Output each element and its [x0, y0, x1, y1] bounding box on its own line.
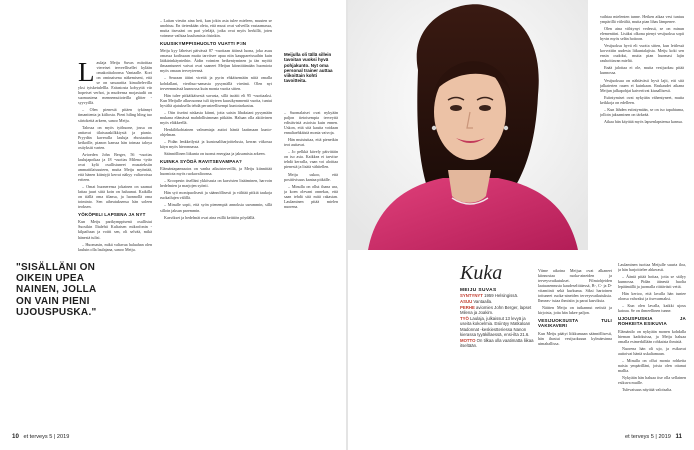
paragraph: Laulaminen tuottaa Meijulle suurta iloa, ja hän harjoittelee ahkerasti.	[618, 262, 686, 273]
left-column-3	[284, 110, 338, 436]
footer-left	[12, 433, 69, 440]
paragraph: – Omat huonerensa jokainen on saamat lattaa juuri siitä koin on haluunut. Kaikilla on tiällä oma tilansa, ja luonnollä oma toiminto. Sen aiheutuksensa hän soleen teoksen.	[78, 184, 152, 210]
paragraph: Hän kertoo, että lavalla hän tuntee olonsa vahvaksi ja itsevarmaksi.	[618, 291, 686, 302]
paragraph: – Suomalaiset ovat nykyään paljon tietoisempia terveyttä edistävistä asioista kuin ennen. Uskon, että sitä kautta voidaan ennaltaehkäistä monia vaivoja.	[284, 110, 338, 136]
paragraph: Olen aina viihtynyt vedessä, se on minun elementtini. Lisäksi olkona pienyt vesijuoksu sopii hyvin myös selän hoitoon.	[600, 26, 684, 42]
paragraph: Meiju kyy läheiset päivässä 87 -vuotiaan äitinsä luona, joka asuu omassa kodissaan mutta tarvitsee apua niin kauppareissuihin kuin lääkärinkäynteihin. Äidin voimien heikentyminen ja iän myötä ilmaantuneet vaivat ovat saaneet Meijun kiinnittämään huomiota myös omaan terveyteensä.	[160, 48, 272, 74]
paragraph: – Olen pienestä pitäen tykännyt timanttenta ja kiiltosta. Pieni hiling hling tuo siirtokettä arkeen, sanoo Meiju.	[78, 107, 152, 123]
bio-value: aviomies John Berger, lapset Milena ja Joakim.	[460, 304, 532, 316]
paragraph: vaihtaa mielenten tunne. Hetken aikaa vesi tuntuu ympärillä viileältä, mutta pian lihas lämpenee.	[600, 14, 684, 25]
paragraph: Kun Meiju parikymppisenä osallistui Suosikin Iltalehti Kultaisen mikrofonin -kilpailuun ja voitti sen, oli selvää, mikä hänestä tulisi.	[78, 219, 152, 240]
paragraph: Elämäntapamuutos on vanha aikuisterveillä, ja Meiju kiinnittää huomiota myös ruokavalioonsa.	[160, 166, 272, 177]
paragraph: Hän muistuttaa, että pienetkin teot auttavat.	[284, 137, 338, 148]
right-column-2	[600, 14, 684, 260]
paragraph: Nykyään hän haluaa itse olla sellainen esikuva muille.	[618, 374, 686, 385]
pull-quote-line: UJOUSPUSKA."	[16, 306, 97, 318]
paragraph: – Minulle sopii, että syön pienempiä annoksia useammin, sillä silloin jaksan paremmin.	[160, 202, 272, 213]
paragraph: Kasvikset ja hedelmät ovat aina esillä keittiön pöydällä.	[164, 214, 256, 220]
bio-name: MEIJU SUVAS	[460, 288, 497, 293]
bio-value: Laulaja, julkaissut 13 levyä ja useita kokoelmia. Esiintyy Matkaloan Madonnat -keskiestteriessa Nanon kierassa tyyäkillaessä, ensi-ilta 21.6.	[460, 315, 531, 337]
bio-row	[460, 305, 534, 316]
paragraph: – Huomasin, mikä valtavaa haluahan olen lauluin olla laulajana, sanoo Meiju.	[78, 241, 152, 252]
paragraph: – Kroopesin itselläni ykkösasia on kasvisten lisääminen, harvoin hedelmien ja marjojen syönti.	[160, 178, 272, 189]
bio-key: SYNTYNYT	[460, 293, 483, 299]
paragraph: Avioeden John Berger, 56 -vuotias laulujapoikaa ja 18 -vuotias Milena -tytär ovat kylä osallistuneet musaieksiin ammattilaisuuteen, mutta Meiju myöntää, että hänen kiäntyjä kerrat näkyy valtavoissa eriteen.	[78, 151, 152, 183]
paragraph: – Pidän lenkkeilystä ja kuntosaliharjoittelusta, kerran viikossa käyn myös hieronnassa.	[160, 138, 272, 150]
paragraph: Kun Meiju päätyi liikkumaan säännöllisesti, hän ihastui vesijuoksuun kylmäesinna uimahallissa.	[538, 330, 612, 346]
magazine-issue: et terveys 5 | 2019	[624, 434, 671, 440]
pull-quote	[16, 262, 108, 318]
paragraph: – Laitan viestin aina heti, kun jokin asia tulee mieleen, muuten se unohtuu. En tietenkään oleta, että muut ovat valveilla vastaamassa, mutta itsessäni on pari yöeläjä, jotka ovat myös herkillä, joten voimme vaihtaa kuulumisia öisinkin.	[160, 18, 272, 39]
bio-key: TYÖ	[460, 315, 469, 321]
subheading: KUUSIKYMPPISHUOLTO VUATTI P:IN	[160, 41, 247, 47]
paragraph: – Ääntä pitää hoitaa, jotta se säilyy kunnossa. Pidän äänestä huolta lepäämällä ja juomalla riittävästi vettä.	[618, 274, 686, 290]
bio-row	[460, 293, 534, 298]
paragraph: – Minulla on ollut ihana ura, ja koen olevani onnekas, että saan tehdä sitä mitä rakastan. Laulaminen pitää mielen nuorena.	[284, 183, 338, 209]
pull-quote-line: "SISÄLLÄNI ON	[16, 262, 96, 273]
paragraph: Talossa on myös työhuone, jossa on anttavat tilaisuuskilkkiystä ja pianio. Pryydän kaveralla lauluja ehostaattoa keikoille, pianon kanssa hän toimaa taloya ostiyksiti varten.	[78, 124, 152, 150]
paragraph: Säännöllinen liikunta on tuonut energiaa ja jaksamista arkeen.	[164, 151, 266, 157]
paragraph: Hän syö monipuolisesti ja säännöllisesti ja välttää pitkiä taukoja ruokailujen välillä.	[160, 190, 272, 201]
kuka-title: Kuka	[460, 262, 503, 284]
paragraph: – Jo pelkkä kävely päivittäin on iso asia. Kaikkea ei tarvitse tehdä kerralla, vaan voi aloittaa pienestä ja lisätä vähitellen.	[284, 149, 338, 170]
portrait-illustration	[348, 0, 588, 250]
left-page	[0, 0, 346, 450]
pull-quote-line: OIKEIN UPEA	[16, 273, 85, 285]
right-column-1	[538, 268, 612, 436]
bio-key: MOTTO	[460, 337, 476, 343]
paragraph: Esiintymiset ovat nykyään vähentyneet, mutta keikkoja on edelleen.	[600, 94, 684, 105]
subheading: UJOUSPUSKIA JA ROHKEITA ESIKUVIA	[618, 316, 686, 327]
left-column-1	[78, 60, 152, 440]
subheading: YÖKÖPELI LAPSENA JA NYT	[78, 212, 146, 218]
bio-value: Vantaalla.	[473, 299, 493, 305]
paragraph: Viime aikoina Meijua ovat alkaneet kiinnostaa ruoka-aineiden ja terveysvaikutukset. Filmiohjeiden laatuasennusta kaudeselittäessä, B-, C- ja D-vitamiinit sekä kurkuma. Siksi hartoinen tottuneet ruoka-aineiden terveysvaikutuksia. Ihmeas- tuiaa ihmisiin ja parat kasviksia.	[538, 268, 612, 304]
bio-row	[460, 338, 534, 349]
paragraph: – Otin itseäni niskasta kiinni, jotta saisin lihaksiani pysymään mukana elämässä mahdollisimman pitkään. Haluan olla aktiivinen myös eläkkeellä.	[160, 109, 272, 125]
pull-quote-line: ON VAIN PIENI	[16, 295, 90, 307]
drop-cap: L	[78, 60, 95, 87]
paragraph: – Kun olen lavalla, kaikki ujous katoaa. Se on ihmeellinen tunne.	[618, 303, 686, 314]
paragraph: – Kun lähden esiintymään, se on iso tapahtuma, jolloin jaksaminen on tärkeää.	[600, 106, 684, 117]
bio-key: ASUU	[460, 299, 473, 305]
bio-value: 1959 Helsingissä.	[484, 293, 519, 299]
paragraph: Elämänilo on nykyään monen kohdalla hieman kadoksissa, ja Meiju haluaa omalla esimerkillään rohkaista ihmisiä.	[618, 328, 686, 344]
paragraph: Näitten Meiju on tutkannut netistä ja kirjoista, joita hän lukee paljon.	[538, 305, 612, 316]
magazine-issue: et terveys 5 | 2019	[23, 434, 70, 440]
paragraph: Nuorena hän oli ujo, ja esikuvat auttoivat häntä uskaltamaan.	[618, 345, 686, 356]
page-number: 10	[12, 433, 19, 440]
right-column-3	[618, 262, 686, 436]
left-column-2	[160, 18, 272, 438]
footer-right	[625, 433, 682, 440]
paragraph: Meiju uskoo, että positiivisuus kantaa pitkälle.	[284, 171, 338, 182]
side-note: Meijulla oli tällä sillein tavoitan vuoksi hyvä pohjakunto. Nyt oma personal trainer auttaa viikoittain kohti tavoitteita.	[284, 52, 333, 84]
subheading: KUINKA SYÖDÄ RAVITSEVAMPAA?	[160, 159, 242, 165]
pull-quote-line: NAINEN, JOLLA	[16, 284, 97, 296]
right-page	[348, 0, 694, 450]
paragraph: Aikaa hän käyttää myös lapsenlapsiensa kanssa.	[604, 118, 683, 124]
paragraph: – Minulla on ollut monia rohkeita naisia ympärilläni, joista olen ottanut mallia.	[618, 357, 686, 373]
paragraph: aulaja Meiju Suvas mitoittaa viereiset terveellisellet kylään omakotitaloonsa Vantaalle. Kori on ominaisena näkemiseni, että se on unsaaritta kimaltelevilla yksi tyisketulellla. Eräastosta kohyyttä vär hopeiset verhot, ja mudrensa mojastudit on suomustena mennemuitoteilla glitter -syyvyillä.	[78, 60, 152, 106]
bio-key: PERHE	[460, 304, 475, 310]
paragraph: Hän tulee pitkäikäisestä suvusta, sillä isoäiti eli 95 -vuotiaaksi. Kun Meijulle alkuvuonna tuli täyteen kuusikymmentä vuotta, tuntui hyvältä ajatuksella tehdä perusteellisempi kuntotarkastus.	[160, 92, 272, 108]
bio-row	[460, 316, 534, 337]
bio-box	[460, 288, 534, 349]
paragraph: – Seuraan äitini vireitä ja pyrin ehkäisemään niitä omalla kohdallani, vierihuo-samasta pysymällä vireänä. Olen nyt terveemmässä kunnossa kuin monta vuotta sitten.	[160, 75, 272, 91]
paragraph: Enää jalottaa ei ole, mutta vesijuoksu pitää kunnossa.	[600, 65, 684, 76]
page-number: 11	[675, 433, 682, 440]
bio-row	[460, 299, 534, 304]
paragraph: Vesijuoksu hyvä eli vuotta sitten, kun lettlessä korvottiin uudesta liikuntalajista. Meiju koki sen ensin oudoksi, mutta pian huomasi lajin rauhoittavan mieltä.	[600, 43, 684, 64]
paragraph: Vesijuoksua on nähtävästi hyvä lajit, etti sitä jalkaterien rauen ei kuinkaan. Raskaudet aikana Meijun jalkapohjat kaivertivat kiusallisesti.	[600, 77, 684, 93]
paragraph: Tulevaisuus näyttää valoisalta.	[622, 386, 673, 392]
bio-value: On tilkaa olla vaatimatta liikaa itseltään.	[460, 337, 534, 348]
paragraph: Henkilökohtainen valmentaja auttoi häntä laatimaan kunto-ohjelman.	[160, 126, 272, 137]
subheading: VESIJUOKSUSTA TULI VAKIKAVERI	[538, 318, 612, 329]
portrait-photo	[348, 0, 588, 250]
